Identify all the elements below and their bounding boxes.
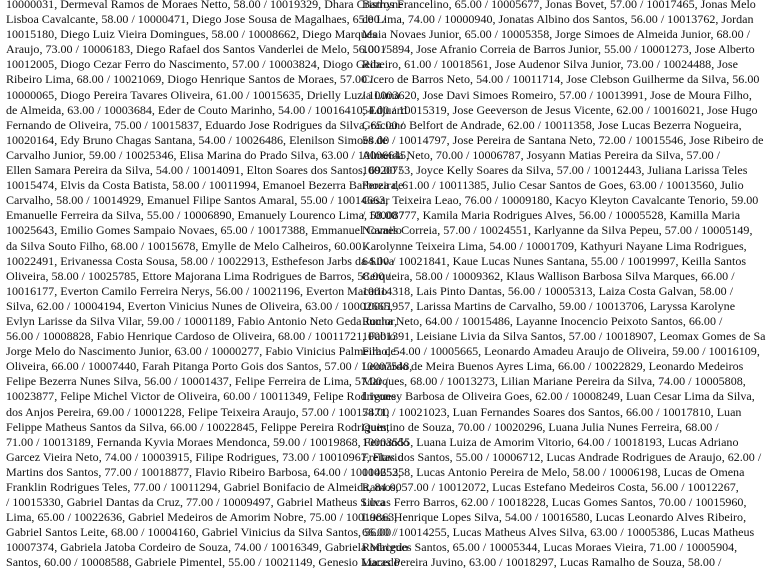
text-line: de Almeida, 63.00 / 10003684, Eder de Couto Marinho, 54.00 / 10016410, Edjuard (6, 102, 407, 117)
text-line: Martins dos Santos, 77.00 / 10018877, Flavio Ribeiro Barbosa, 64.00 / 10014652, (6, 464, 402, 479)
text-line: Gabriel Santos Leite, 68.00 / 10004160, Gabriel Vinicius da Silva Santos, 56.00 / (6, 525, 398, 540)
text-line: / 10008777, Kamila Maria Rodrigues Alves, 56.00 / 10005528, Kamilla Maria (362, 208, 741, 223)
text-line: 10025643, Emilio Gomes Sampaio Novaes, 65.00 / 10017388, Emmanuel Camilo (6, 223, 402, 238)
text-line: 10000031, Dermeval Ramos de Moraes Netto, 58.00 / 10019329, Dhara Cristhyne (6, 0, 404, 11)
text-line: 10003555, Luana Luiza de Amorim Vitorio, 64.00 / 10018193, Lucas Adriano (362, 434, 739, 449)
text-line: 10014318, Lais Pinto Dantas, 56.00 / 10005313, Laiza Costa Galvan, 58.00 / (362, 283, 734, 298)
text-line: Oliveira, 66.00 / 10007440, Farah Pitanga Porto Gois dos Santos, 57.00 / 10007548, (6, 359, 413, 374)
text-line: Silva, 62.00 / 10004194, Everton Vinicius Nunes de Oliveira, 63.00 / 10002665, (6, 298, 393, 313)
text-line: Jorge Melo do Nascimento Junior, 63.00 / 10000277, Fabio Vinicius Palmeira de (6, 344, 396, 359)
text-line: Leonardo de Meira Buenos Ayres Lima, 66.00 / 10022829, Leonardo Medeiros (362, 359, 744, 374)
text-line: Ribeiro Lima, 68.00 / 10021069, Diogo Henrique Santos de Moraes, 57.00 / (6, 72, 374, 87)
text-line: da Silva Souto Filho, 68.00 / 10015678, Emylle de Melo Calheiros, 60.00 / (6, 238, 368, 253)
text-line: de Lima, 74.00 / 10000940, Jonatas Albino dos Santos, 56.00 / 10013762, Jordan (362, 12, 754, 27)
text-line: 10016177, Everton Camilo Ferreira Nerys, 56.00 / 10021196, Everton Macario (6, 283, 388, 298)
text-line: Almeida Neto, 70.00 / 10006787, Josyann Matias Pereira da Silva, 57.00 / (362, 147, 721, 162)
text-line: Lucas Henrique Lopes Silva, 54.00 / 10016580, Lucas Leonardo Alves Ribeiro, (362, 510, 747, 525)
text-line: dos Anjos Pereira, 69.00 / 10001228, Felipe Teixeira Araujo, 57.00 / 10017471, (6, 404, 390, 419)
text-line: 64.00 / 10021841, Kaue Lucas Nunes Santana, 55.00 / 10019997, Keilla Santos (362, 253, 747, 268)
text-line: 58.00 / 10014797, Jose Pereira de Santana Neto, 72.00 / 10015546, Jose Ribeiro de (362, 132, 764, 147)
text-line: 10001391, Leisiane Livia da Silva Santos, 57.00 / 10018907, Leomax Gomes de Sa (362, 329, 766, 344)
text-line: 10022491, Erivanessa Costa Sousa, 58.00 / 10022913, Esthefeson Jarbs da Silva (6, 253, 395, 268)
text-line: Felipe Bezerra Nunes Silva, 56.00 / 10001437, Felipe Ferreira de Lima, 57.00 / (6, 374, 389, 389)
text-line: Ramos, 57.00 / 10012072, Lucas Estefano Medeiros Costa, 56.00 / 10012267, (362, 480, 739, 494)
text-line: Carvalho, 58.00 / 10014929, Emanuel Filipe Santos Amaral, 55.00 / 10014663, (6, 193, 389, 208)
text-line: 10015894, Jose Afranio Correia de Barros Junior, 55.00 / 10001273, Jose Alberto (362, 42, 755, 57)
text-line: 10007374, Gabriela Jatoba Cordeiro de Souza, 74.00 / 10016349, Gabriela Macedo (6, 540, 409, 555)
text-line: 10015474, Elvis da Costa Batista, 58.00 / 10011994, Emanoel Bezerra Barboza de (6, 178, 404, 193)
text-line: / 10015330, Gabriel Dantas da Cruz, 77.00 / 10009497, Gabriel Matheus Silva (6, 495, 386, 510)
text-line: 54.00 / 10015319, Jose Geeverson de Jesus Vicente, 62.00 / 10016021, Jose Hugo (362, 102, 758, 117)
text-line: Lima, 65.00 / 10022636, Gabriel Medeiros de Amorim Nobre, 75.00 / 10019863, (6, 510, 398, 525)
text-line: 66.00 / 10014255, Lucas Matheus Alves Silva, 63.00 / 10005386, Lucas Matheus (362, 525, 755, 540)
text-line: Novaes Correia, 57.00 / 10024551, Karlyanne da Silva Pepeu, 57.00 / 10005149, (362, 223, 753, 238)
text-line: Lucas Ferro Barros, 62.00 / 10018228, Lucas Gomes Santos, 70.00 / 10015960, (362, 495, 747, 510)
text-line: 10025358, Lucas Antonio Pereira de Melo, 58.00 / 10006198, Lucas de Omena (362, 464, 745, 479)
text-line: Karolynne Teixeira Lima, 54.00 / 10001709, Kathyuri Nayane Lima Rodrigues, (362, 238, 747, 253)
text-line: Carvalho Junior, 59.00 / 10025346, Elisa Marina do Prado Silva, 63.00 / 10006645, (6, 147, 410, 162)
text-line: Felippe Matheus Santos da Silva, 66.00 / 10022845, Felippe Pereira Rodrigues, (6, 419, 390, 434)
text-line: 10015180, Diego Luiz Vieira Domingues, 58.00 / 10008662, Diego Marques (6, 27, 377, 42)
text-line: Oliveira, 58.00 / 10025785, Ettore Majorana Lima Rodrigues de Barros, 58.00 / (6, 268, 391, 283)
text-line: Graciano Belfort de Andrade, 62.00 / 10011358, Jose Lucas Bezerra Nogueira, (362, 117, 742, 132)
text-line: Freitas dos Santos, 55.00 / 10006712, Lucas Andrade Rodrigues de Araujo, 62.00 / (362, 449, 762, 464)
text-line: 10020753, Joyce Kelly Soares da Silva, 57.00 / 10012443, Juliana Larissa Teles (362, 163, 748, 178)
text-line: Evlyn Larisse da Silva Vilar, 59.00 / 10001189, Fabio Antonio Neto Geda Junior, (6, 313, 398, 328)
text-line: 10001957, Larissa Martins de Carvalho, 59.00 / 10013706, Laryssa Karolyne (362, 298, 736, 313)
text-line: Cicero de Barros Neto, 54.00 / 10011714, Jose Clebson Guilherme da Silva, 56.00 (362, 72, 760, 87)
text-line: Emanuelle Ferreira da Silva, 55.00 / 10006890, Emanuely Lourenco Lima, 58.00 / (6, 208, 404, 223)
text-line: Santos, 60.00 / 10008588, Gabriele Pimentel, 55.00 / 10021149, Genesio Macedo (6, 555, 400, 570)
text-line: Barros Francelino, 65.00 / 10005677, Jonas Bovet, 57.00 / 10017465, Jonas Melo (362, 0, 756, 11)
text-line: Ribeiro, 61.00 / 10018561, Jose Audenor Silva Junior, 73.00 / 10024488, Jose (362, 57, 738, 72)
text-line: Maia Novaes Junior, 65.00 / 10005358, Jorge Simoes de Almeida Junior, 68.00 / (362, 27, 750, 42)
text-line: / 10003620, Jose Davi Simoes Romeiro, 57.00 / 10013991, Jose de Moura Filho, (362, 87, 752, 102)
text-line: Quintino de Souza, 70.00 / 10020296, Luana Julia Nunes Ferreira, 68.00 / (362, 419, 719, 434)
text-line: Franklin Rodrigues Teles, 77.00 / 10011294, Gabriel Bonifacio de Almeida, 84.00 (6, 480, 402, 494)
text-line: 10023877, Felipe Michel Victor de Oliveira, 60.00 / 10011349, Felipe Rodrigues (6, 389, 397, 404)
text-line: Cesar Teixeira Leao, 76.00 / 10009180, Kacyo Kleyton Cavalcante Tenorio, 59.00 (362, 193, 759, 208)
text-line: Garcez Vieira Neto, 74.00 / 10003915, Filipe Rodrigues, 73.00 / 10010967, Flavio (6, 449, 404, 464)
text-line: Rocha Neto, 64.00 / 10015486, Layanne Inocencio Peixoto Santos, 66.00 / (362, 313, 723, 328)
text-line: Rodrigues Santos, 65.00 / 10005344, Lucas Moraes Vieira, 71.00 / 10005904, (362, 540, 738, 555)
text-line: Filho, 54.00 / 10005665, Leonardo Amadeu Araujo de Oliveira, 59.00 / 10016109, (362, 344, 760, 359)
text-line: 10000065, Diogo Pereira Tavares Oliveira, 61.00 / 10015635, Drielly Luzia Lima (6, 87, 400, 102)
text-line: Cerqueira, 58.00 / 10009362, Klaus Wallison Barbosa Silva Marques, 66.00 / (362, 268, 735, 283)
text-line: Araujo, 73.00 / 10006183, Diego Rafael dos Santos Vanderlei de Melo, 56.00 / (6, 42, 387, 57)
text-line: Lucas Pereira Juvino, 63.00 / 10018297, Lucas Ramalho de Souza, 58.00 / (362, 555, 722, 570)
text-line: 58.00 / 10021023, Luan Fernandes Soares dos Santos, 66.00 / 10017810, Luan (362, 404, 742, 419)
text-line: Ellen Samara Pereira da Silva, 54.00 / 10014091, Elton Soares dos Santos, 69.00 / (6, 163, 403, 178)
text-line: Livoney Barbosa de Oliveira Goes, 62.00 / 10008249, Luan Cesar Lima da Silva, (362, 389, 755, 404)
left-text-column (6, 0, 413, 571)
text-line: 10012005, Diogo Cezar Ferro do Nascimento, 57.00 / 10003824, Diogo Geda (6, 57, 382, 72)
text-line: 71.00 / 10013189, Fernanda Kyvia Moraes Mendonca, 59.00 / 10019868, Fernando (6, 434, 410, 449)
text-line: Marques, 68.00 / 10013273, Lilian Mariane Pereira da Silva, 74.00 / 10005808, (362, 374, 746, 389)
text-line: 56.00 / 10008828, Fabio Henrique Cardoso de Oliveira, 68.00 / 10011721, Fabio (6, 329, 396, 344)
text-line: 10020164, Edy Bruno Chagas Santana, 54.00 / 10026486, Elenilson Simoes de (6, 132, 388, 147)
right-text-column (362, 0, 766, 571)
text-line: Pereira, 61.00 / 10011385, Julio Cesar Santos de Goes, 63.00 / 10013560, Julio (362, 178, 744, 193)
text-line: Fernando de Oliveira, 75.00 / 10015837, Eduardo Jose Rodrigues da Silva, 65.00 / (6, 117, 404, 132)
text-line: Lisboa Cavalcante, 58.00 / 10000471, Diego Jose Sousa de Magalhaes, 65.00 / (6, 12, 387, 27)
